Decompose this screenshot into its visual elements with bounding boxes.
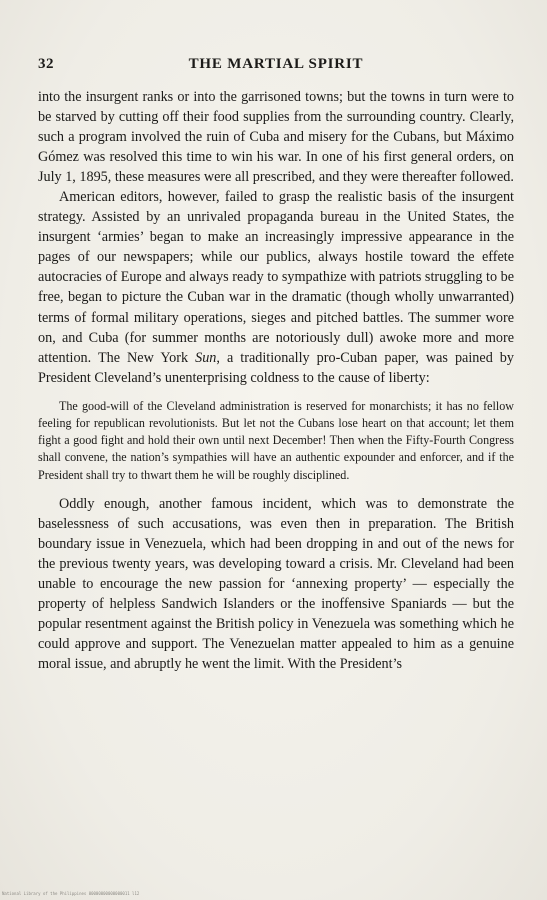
paragraph-1: into the insurgent ranks or into the garrisoned towns; but the towns in turn were to be starved by cutting off their food supplies from the surrounding country. Clearly, such a program involved the ruin of Cuba and misery for the Cubans, but Máximo Gómez was resolved this time to win his war. In one of his first general orders, on July 1, 1895, these measures were all prescribed, and they were thereafter followed. — [38, 89, 514, 186]
running-head — [38, 56, 514, 78]
digitization-stamp: National Library of the Philippines 00000000000000011 l12 — [2, 891, 140, 896]
paragraph-2-text-end: , a traditionally pro-Cuban paper, was pained by President Cleveland’s unenterprising coldness to the cause of liberty: — [38, 349, 514, 386]
paragraph-2 — [38, 187, 514, 387]
paragraph-3: Oddly enough, another famous incident, which was to demonstrate the baselessness of such accusations, was even then in preparation. The British boundary issue in Venezuela, which had been dropping in and out of the news for the previous twenty years, was developing toward a crisis. Mr. Cleveland had been unable to encourage the new passion for ‘annexing property’ — especially the property of helpless Sandwich Islanders or the inoffensive Spaniards — but the popular resentment against the British policy in Venezuela was something which he could approve and support. The Venezuelan matter appealed to him as a genuine moral issue, and abruptly he went the limit. With the President’s — [38, 495, 514, 673]
paragraph-2-text-start: American editors, however, failed to grasp the realistic basis of the insurgent strategy. Assisted by an unrivaled propaganda bureau in the United States, the insurgent ‘armies’ began to make an increasingly impressive appearance in the pages of our newspapers; while our publics, always hostile toward the effete autocracies of Europe and always ready to sympathize with patriots struggling to be free, began to picture the Cuban war in the dramatic (though wholly unwarranted) terms of formal military operations, sieges and pitched battles. The summer wore on, and Cuba (for summer months are notoriously dull) awoke more and more attention. The New York — [38, 189, 514, 366]
page-number: 32 — [38, 56, 54, 72]
body-text — [38, 87, 514, 674]
block-quotation: The good-will of the Cleveland administration is reserved for monarchists; it has no fellow feeling for republican revolutionists. But let not the Cubans lose heart on that account; let them fight a good fight and hold their own until next December! Then when the Fifty-Fourth Congress shall convene, the nation’s sympathies will have an authentic expounder and enforcer, and if the President shall try to thwart them he will be roughly disciplined. — [38, 398, 514, 482]
running-title: THE MARTIAL SPIRIT — [188, 56, 364, 72]
newspaper-name: Sun — [195, 349, 217, 366]
